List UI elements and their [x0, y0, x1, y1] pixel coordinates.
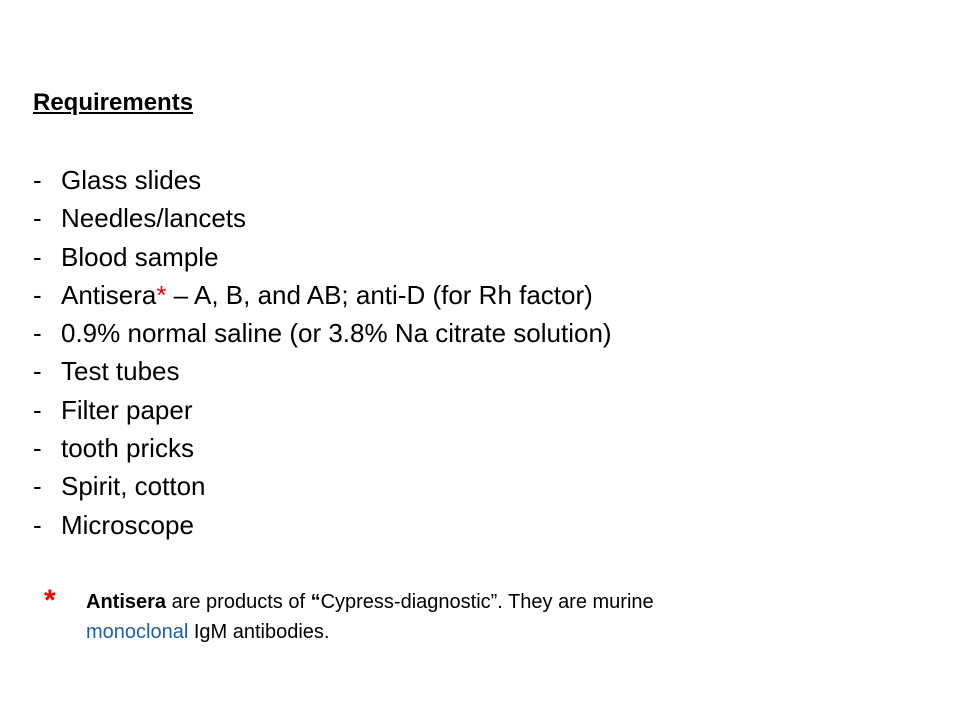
list-dash: - [33, 356, 42, 387]
list-dash: - [33, 165, 42, 195]
list-item: - tooth pricks [33, 429, 612, 467]
list-dash: - [33, 318, 42, 349]
requirements-heading: Requirements [33, 89, 194, 116]
monoclonal-term: monoclonal [86, 621, 189, 643]
list-item: - Glass slides [33, 161, 612, 199]
list-item: - 0.9% normal saline (or 3.8% Na citrate solution) [33, 314, 612, 352]
list-dash: - [33, 241, 42, 272]
list-dash: - [33, 471, 42, 502]
footnote-term: Antisera [86, 591, 167, 613]
antisera-detail: – A, B, and AB; anti-D (for Rh factor) [166, 279, 593, 310]
list-item-antisera [33, 276, 612, 314]
list-item: - Test tubes [33, 352, 612, 390]
antisera-label: Antisera [61, 279, 157, 310]
requirements-list [33, 161, 612, 544]
footnote-asterisk: * [44, 584, 56, 617]
footnote-line-2: monoclonal IgM antibodies. [86, 621, 330, 643]
footnote-line-1: * Antisera are products of “Cypress-diagnostic”. They are murine [44, 584, 654, 617]
antisera-asterisk: * [156, 279, 167, 310]
list-dash: - [33, 509, 42, 540]
list-item: - Needles/lancets [33, 199, 612, 237]
list-dash: - [33, 394, 42, 425]
list-item: - Microscope [33, 506, 612, 544]
list-item: - Filter paper [33, 391, 612, 429]
list-dash: - [33, 433, 42, 464]
list-dash: - [33, 203, 42, 234]
footnote [44, 586, 654, 647]
list-dash: - [33, 279, 42, 310]
list-item: - Spirit, cotton [33, 467, 612, 505]
list-item: - Blood sample [33, 238, 612, 276]
